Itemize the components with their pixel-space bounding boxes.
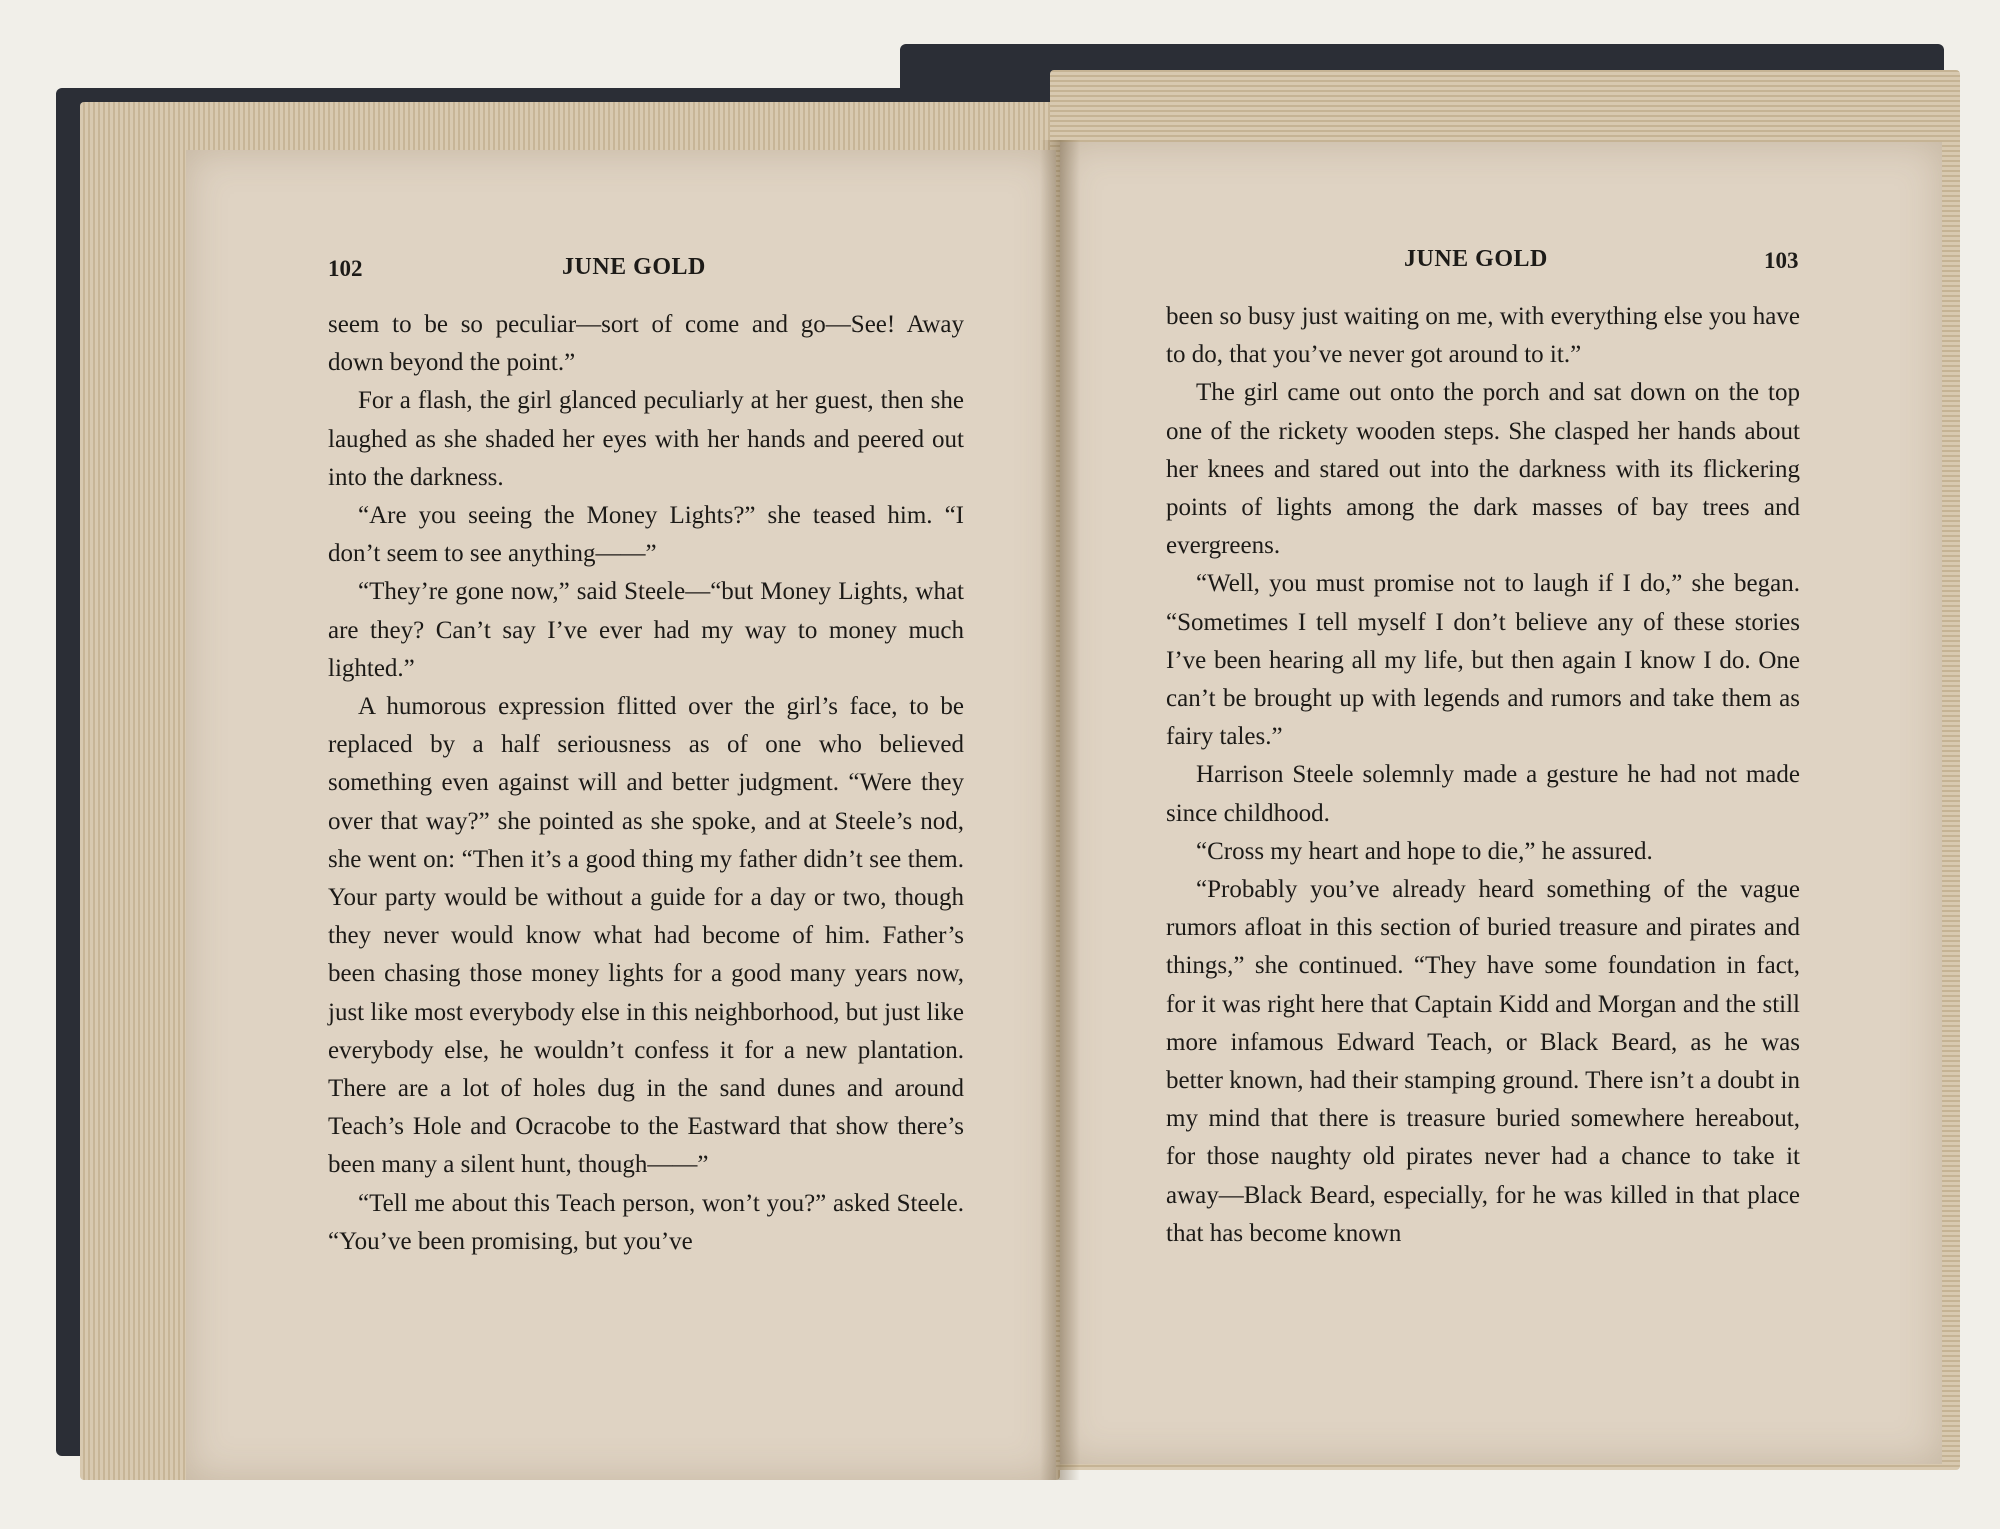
paragraph: “Are you seeing the Money Lights?” she teased him. “I don’t seem to see anything——”	[328, 502, 964, 568]
left-running-head: JUNE GOLD	[562, 254, 706, 280]
paragraph: seem to be so peculiar—sort of come and go—See! Away down beyond the point.”	[328, 311, 964, 377]
left-page-number: 102	[328, 256, 363, 281]
paragraph: “They’re gone now,” said Steele—“but Money Lights, what are they? Can’t say I’ve ever had my way to money much lighted.”	[328, 578, 964, 682]
paragraph: Harrison Steele solemnly made a gesture he had not made since childhood.	[1166, 761, 1800, 827]
right-running-head: JUNE GOLD	[1404, 246, 1548, 272]
paragraph: “Well, you must promise not to laugh if I do,” she began. “Sometimes I tell myself I don’t believe any of these stories I’ve been hearing all my life, but then again I know I do. One can’t be brought up with legends and rumors and take them as fairy tales.”	[1166, 570, 1800, 751]
paragraph: The girl came out onto the porch and sat down on the top one of the rickety wooden steps. She clasped her hands about her knees and stared out into the darkness with its flickering points of lights among the dark masses of bay trees and evergreens.	[1166, 379, 1800, 560]
book-gutter	[1040, 140, 1080, 1480]
paragraph: been so busy just waiting on me, with everything else you have to do, that you’ve never got around to it.”	[1166, 303, 1800, 369]
paragraph: “Probably you’ve already heard something of the vague rumors afloat in this section of buried treasure and pirates and things,” she continued. “They have some foundation in fact, for it was right here that Captain Kidd and Morgan and the still more infamous Edward Teach, or Black Beard, as he was better known, had their stamping ground. There isn’t a doubt in my mind that there is treasure buried somewhere hereabout, for those naughty old pirates never had a chance to take it away—Black Beard, especially, for he was killed in that place that has become known	[1166, 876, 1800, 1247]
paragraph: “Tell me about this Teach person, won’t you?” asked Steele. “You’ve been promising, but you’ve	[328, 1189, 964, 1255]
right-page-number: 103	[1764, 248, 1799, 273]
right-page-text	[1166, 298, 1800, 1253]
paragraph: A humorous expression flitted over the girl’s face, to be replaced by a half seriousness as of one who believed something even against will and better judgment. “Were they over that way?” she pointed as she spoke, and at Steele’s nod, she went on: “Then it’s a good thing my father didn’t see them. Your party would be without a guide for a day or two, though they never would know what had become of him. Father’s been chasing those money lights for a good many years now, just like most everybody else in this neighborhood, but just like everybody else, he wouldn’t confess it for a new plantation. There are a lot of holes dug in the sand dunes and around Teach’s Hole and Ocracobe to the Eastward that show there’s been many a silent hunt, though——”	[328, 693, 964, 1179]
paragraph: For a flash, the girl glanced peculiarly at her guest, then she laughed as she shaded her eyes with her hands and peered out into the darkness.	[328, 387, 964, 491]
left-page-text	[328, 306, 964, 1261]
paragraph: “Cross my heart and hope to die,” he assured.	[1196, 837, 1653, 865]
